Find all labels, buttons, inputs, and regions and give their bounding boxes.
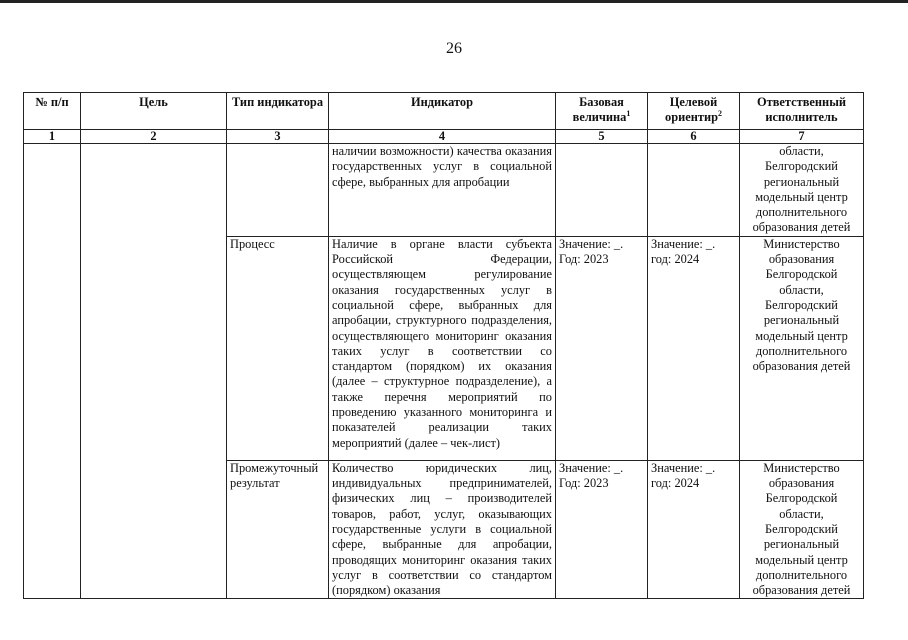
header-target: [648, 93, 740, 130]
header-responsible: Ответственный исполнитель: [740, 93, 864, 130]
column-number: 6: [648, 130, 740, 144]
header-goal: Цель: [81, 93, 227, 130]
cell-goal: [81, 144, 227, 599]
column-number: 3: [227, 130, 329, 144]
header-row: [24, 93, 864, 130]
cell-responsible: Министерство образования Белгородской области, Белгородский региональный модельный центр дополнительного образования детей: [740, 460, 864, 599]
header-type: Тип индикатора: [227, 93, 329, 130]
cell-type: [227, 144, 329, 237]
header-target-label: Целевой ориентир: [665, 95, 718, 125]
header-target-footnote: 2: [717, 109, 722, 119]
cell-responsible: Министерство образования Белгородской области, Белгородский региональный модельный центр дополнительного образования детей: [740, 236, 864, 460]
cell-target: Значение: _. год: 2024: [648, 236, 740, 460]
header-base: [556, 93, 648, 130]
column-number: 4: [329, 130, 556, 144]
cell-indicator: наличии возможности) качества оказания государственных услуг в социальной сфере, выбранных для апробации: [329, 144, 556, 237]
cell-base: [556, 144, 648, 237]
cell-indicator: Наличие в органе власти субъекта Российской Федерации, осуществляющем регулирование оказания государственных услуг в социальной сфере, выбранных для апробации, структурного подразделения, осуществляющего мониторинг оказания таких услуг в соответствии со стандартом (порядком) их оказания (далее – структурное подразделение), а также перечня мероприятий по проведению указанного мониторинга и показателей реализации таких мероприятий (далее – чек-лист): [329, 236, 556, 460]
cell-type: Процесс: [227, 236, 329, 460]
column-number-row: [24, 130, 864, 144]
cell-target: [648, 144, 740, 237]
cell-base: Значение: _. Год: 2023: [556, 460, 648, 599]
header-num: № п/п: [24, 93, 81, 130]
cell-responsible: области, Белгородский региональный модельный центр дополнительного образования детей: [740, 144, 864, 237]
header-indicator: Индикатор: [329, 93, 556, 130]
scan-edge-line: [0, 0, 908, 3]
column-number: 7: [740, 130, 864, 144]
column-number: 1: [24, 130, 81, 144]
header-base-label: Базовая величина: [572, 95, 627, 125]
cell-base: Значение: _. Год: 2023: [556, 236, 648, 460]
cell-target: Значение: _. год: 2024: [648, 460, 740, 599]
header-base-footnote: 1: [626, 109, 631, 119]
cell-type: Промежуточный результат: [227, 460, 329, 599]
page-number: 26: [446, 40, 462, 57]
indicators-table: [23, 92, 864, 599]
cell-num: [24, 144, 81, 599]
column-number: 2: [81, 130, 227, 144]
column-number: 5: [556, 130, 648, 144]
table-row: [24, 144, 864, 237]
cell-indicator: Количество юридических лиц, индивидуальных предпринимателей, физических лиц – производителей товаров, работ, услуг, оказывающих государственные услуги в социальной сфере, выбранные для апробации, проводящих мониторинг оказания таких услуг в соответствии со стандартом (порядком) оказания: [329, 460, 556, 599]
